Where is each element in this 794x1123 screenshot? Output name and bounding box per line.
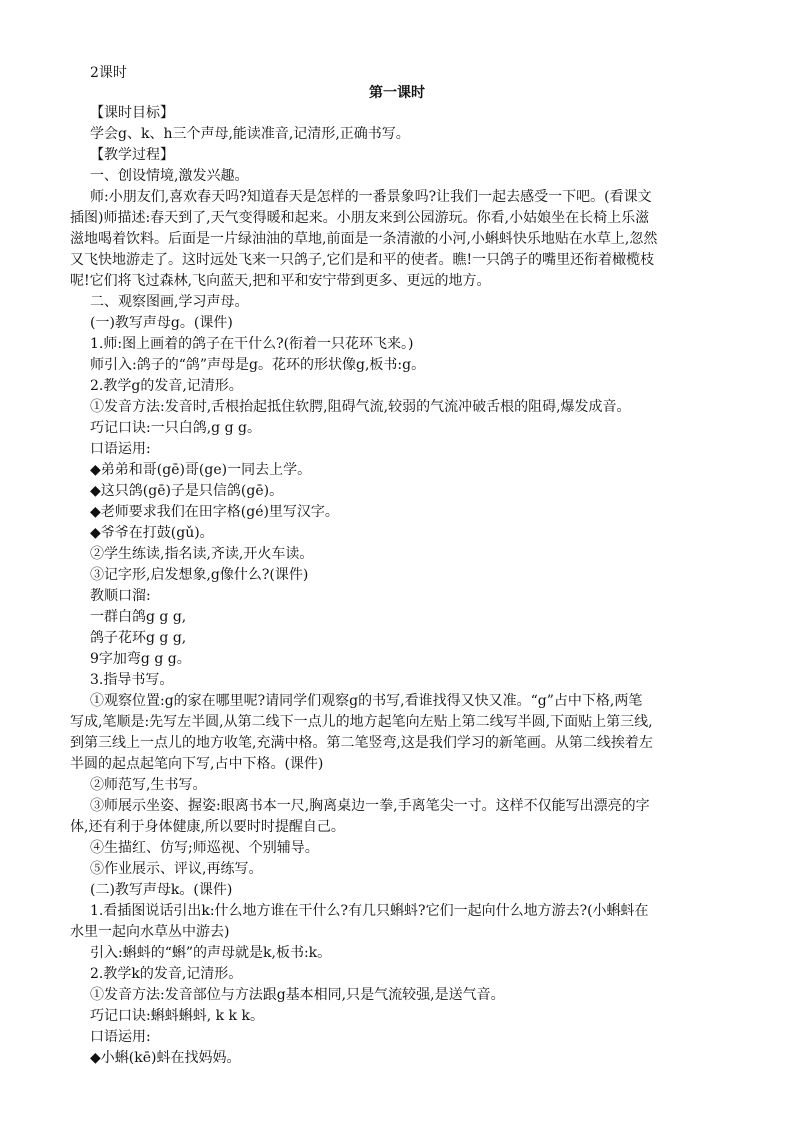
paragraph-line: ⑤作业展示、评议,再练写。 xyxy=(90,861,263,877)
paragraph-line: 二、观察图画,学习声母。 xyxy=(90,294,249,310)
lesson-count: 2课时 xyxy=(90,65,127,81)
paragraph-line: 师引入:鸽子的“鸽”声母是g。花环的形状像g,板书:g。 xyxy=(90,357,426,373)
paragraph-line: ②学生练读,指名读,齐读,开火车读。 xyxy=(90,546,314,562)
paragraph-line: ③师展示坐姿、握姿:眼离书本一尺,胸离桌边一拳,手离笔尖一寸。这样不仅能写出漂亮的字 xyxy=(90,798,650,814)
section-heading: 【教学过程】 xyxy=(90,147,174,163)
paragraph-line: 1.看插图说话引出k:什么地方谁在干什么?有几只蝌蚪?它们一起向什么地方游去?(小蝌蚪在 xyxy=(90,903,649,919)
paragraph-line: 巧记口诀:蝌蚪蝌蚪, k k k。 xyxy=(90,1008,264,1024)
paragraph-line: 1.师:图上画着的鸽子在干什么?(衔着一只花环飞来。) xyxy=(90,336,414,352)
section-heading: 【课时目标】 xyxy=(90,105,174,121)
paragraph-line: 9字加弯g g g。 xyxy=(90,651,191,667)
list-item: ◆这只鸽(gē)子是只信鸽(gē)。 xyxy=(90,483,284,499)
paragraph-line: 又飞快地游走了。这时远处飞来一只鸽子,它们是和平的使者。瞧!一只鸽子的嘴里还衔着橄榄枝 xyxy=(70,252,655,268)
paragraph-line: ③记字形,启发想象,g像什么?(课件) xyxy=(90,567,309,583)
paragraph-line: 口语运用: xyxy=(90,1029,151,1045)
paragraph-line: ①发音方法:发音部位与方法跟g基本相同,只是气流较强,是送气音。 xyxy=(90,987,505,1003)
paragraph-line: 水里一起向水草丛中游去) xyxy=(70,924,230,940)
paragraph-line: 引入:蝌蚪的“蝌”的声母就是k,板书:k。 xyxy=(90,945,332,961)
list-item: ◆弟弟和哥(gē)哥(ge)一同去上学。 xyxy=(90,462,312,478)
list-item: ◆爷爷在打鼓(gǔ)。 xyxy=(90,525,214,541)
paragraph-line: 鸽子花环g g g, xyxy=(90,630,187,646)
paragraph-line: 巧记口诀:一只白鸽,g g g。 xyxy=(90,420,261,436)
paragraph-line: 体,还有利于身体健康,所以要时时提醒自己。 xyxy=(70,819,345,835)
paragraph-line: 教顺口溜: xyxy=(90,588,151,604)
list-item: ◆老师要求我们在田字格(gé)里写汉字。 xyxy=(90,504,339,520)
paragraph-line: 一群白鸽g g g, xyxy=(90,609,187,625)
paragraph-line: 滋地喝着饮料。后面是一片绿油油的草地,前面是一条清澈的小河,小蝌蚪快乐地贴在水草上,忽然 xyxy=(70,231,658,247)
paragraph-line: 半圆的起点起笔向下写,占中下格。(课件) xyxy=(70,756,324,772)
paragraph-line: ④生描红、仿写;师巡视、个别辅导。 xyxy=(90,840,319,856)
paragraph-line: (一)教写声母g。(课件) xyxy=(90,315,233,331)
paragraph-line: 一、创设情境,激发兴趣。 xyxy=(90,168,249,184)
paragraph-line: 插图)师描述:春天到了,天气变得暖和起来。小朋友来到公园游玩。你看,小姑娘坐在长椅上乐滋 xyxy=(70,210,650,226)
paragraph-line: 2.教学g的发音,记清形。 xyxy=(90,378,243,394)
paragraph-line: 2.教学k的发音,记清形。 xyxy=(90,966,243,982)
paragraph-line: ①观察位置:g的家在哪里呢?请同学们观察g的书写,看谁找得又快又准。“g”占中下格,两笔 xyxy=(90,693,643,709)
paragraph-line: ②师范写,生书写。 xyxy=(90,777,207,793)
page-title: 第一课时 xyxy=(369,85,425,101)
paragraph-line: 3.指导书写。 xyxy=(90,672,174,688)
paragraph-line: 呢!它们将飞过森林,飞向蓝天,把和平和安宁带到更多、更远的地方。 xyxy=(70,273,491,289)
paragraph-line: 学会g、k、h三个声母,能读准音,记清形,正确书写。 xyxy=(90,126,410,142)
list-item: ◆小蝌(kē)蚪在找妈妈。 xyxy=(90,1050,241,1066)
paragraph-line: ①发音方法:发音时,舌根抬起抵住软腭,阻碍气流,较弱的气流冲破舌根的阻碍,爆发成音。 xyxy=(90,399,631,415)
paragraph-line: 到第三线上一点儿的地方收笔,充满中格。第二笔竖弯,这是我们学习的新笔画。从第二线挨着左 xyxy=(70,735,653,751)
paragraph-line: 师:小朋友们,喜欢春天吗?知道春天是怎样的一番景象吗?让我们一起去感受一下吧。(看课文 xyxy=(90,189,652,205)
paragraph-line: (二)教写声母k。(课件) xyxy=(90,882,233,898)
paragraph-line: 写成,笔顺是:先写左半圆,从第二线下一点儿的地方起笔向左贴上第二线写半圆,下面贴上第三线, xyxy=(70,714,653,730)
paragraph-line: 口语运用: xyxy=(90,441,151,457)
